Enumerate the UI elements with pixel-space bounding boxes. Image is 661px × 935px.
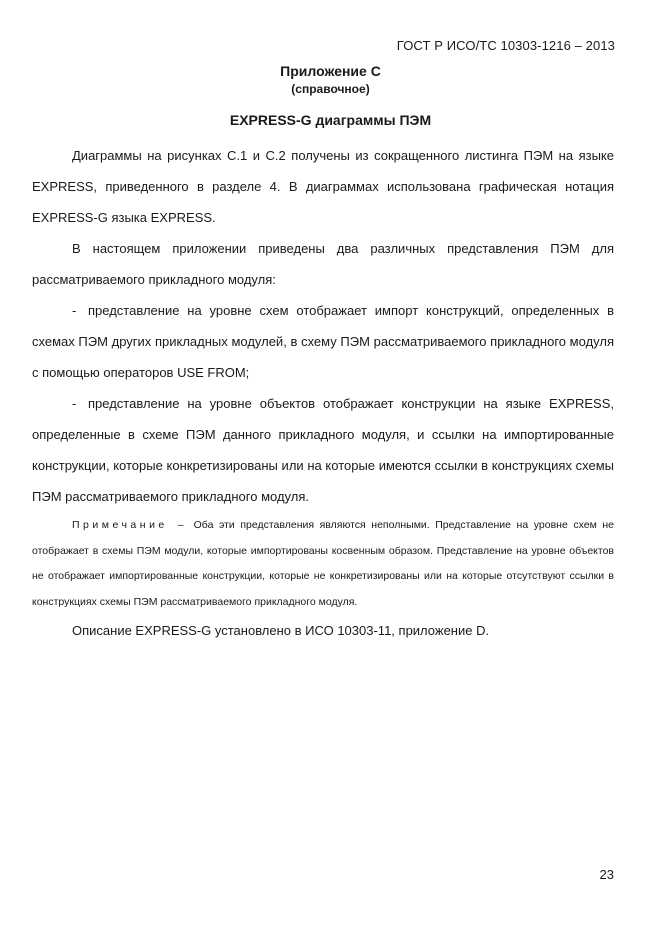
appendix-subtitle: (справочное)	[291, 82, 370, 96]
bullet-text: представление на уровне объектов отображает конструкции на языке EXPRESS, определенные в схеме ПЭМ данного прикладного модуля, и ссылки на импортированные конструкции, которые конкретизированы или на которые имеются ссылки в конструкциях схемы ПЭМ рассматриваемого прикладного модуля.	[32, 396, 614, 504]
page-number: 23	[599, 867, 614, 882]
section-title: EXPRESS-G диаграммы ПЭМ	[229, 112, 432, 128]
note-dash: –	[177, 519, 184, 531]
body-text	[32, 140, 614, 646]
bullet-object-level	[32, 388, 614, 512]
paragraph-express-g-reference: Описание EXPRESS-G установлено в ИСО 10303-11, приложение D.	[72, 623, 490, 638]
document-code: ГОСТ Р ИСО/ТС 10303-1216 – 2013	[396, 38, 615, 53]
note-text: Оба эти представления являются неполными. Представление на уровне схем не отображает в схемы ПЭМ модули, которые импортированы косвенным образом. Представление на уровне объектов не отображает импортированные конструкции, которые не конкретизированы или на которые отсутствуют ссылки в конструкциях схемы ПЭМ рассматриваемого прикладного модуля.	[32, 519, 614, 608]
bullet-marker: -	[72, 396, 77, 411]
bullet-text: представление на уровне схем отображает импорт конструкций, определенных в схемах ПЭМ других прикладных модулей, в схему ПЭМ рассматриваемого прикладного модуля с помощью операторов USE FROM;	[32, 303, 614, 380]
paragraph-intro: Диаграммы на рисунках С.1 и С.2 получены из сокращенного листинга ПЭМ на языке EXPRESS, приведенного в разделе 4. В диаграммах использована графическая нотация EXPRESS-G языка EXPRESS.	[32, 148, 614, 225]
appendix-title: Приложение С	[280, 63, 381, 79]
bullet-marker: -	[72, 303, 77, 318]
note	[32, 513, 614, 615]
note-label: Примечание	[72, 519, 168, 531]
paragraph-representations: В настоящем приложении приведены два различных представления ПЭМ для рассматриваемого прикладного модуля:	[32, 241, 614, 287]
bullet-schema-level	[32, 295, 614, 388]
